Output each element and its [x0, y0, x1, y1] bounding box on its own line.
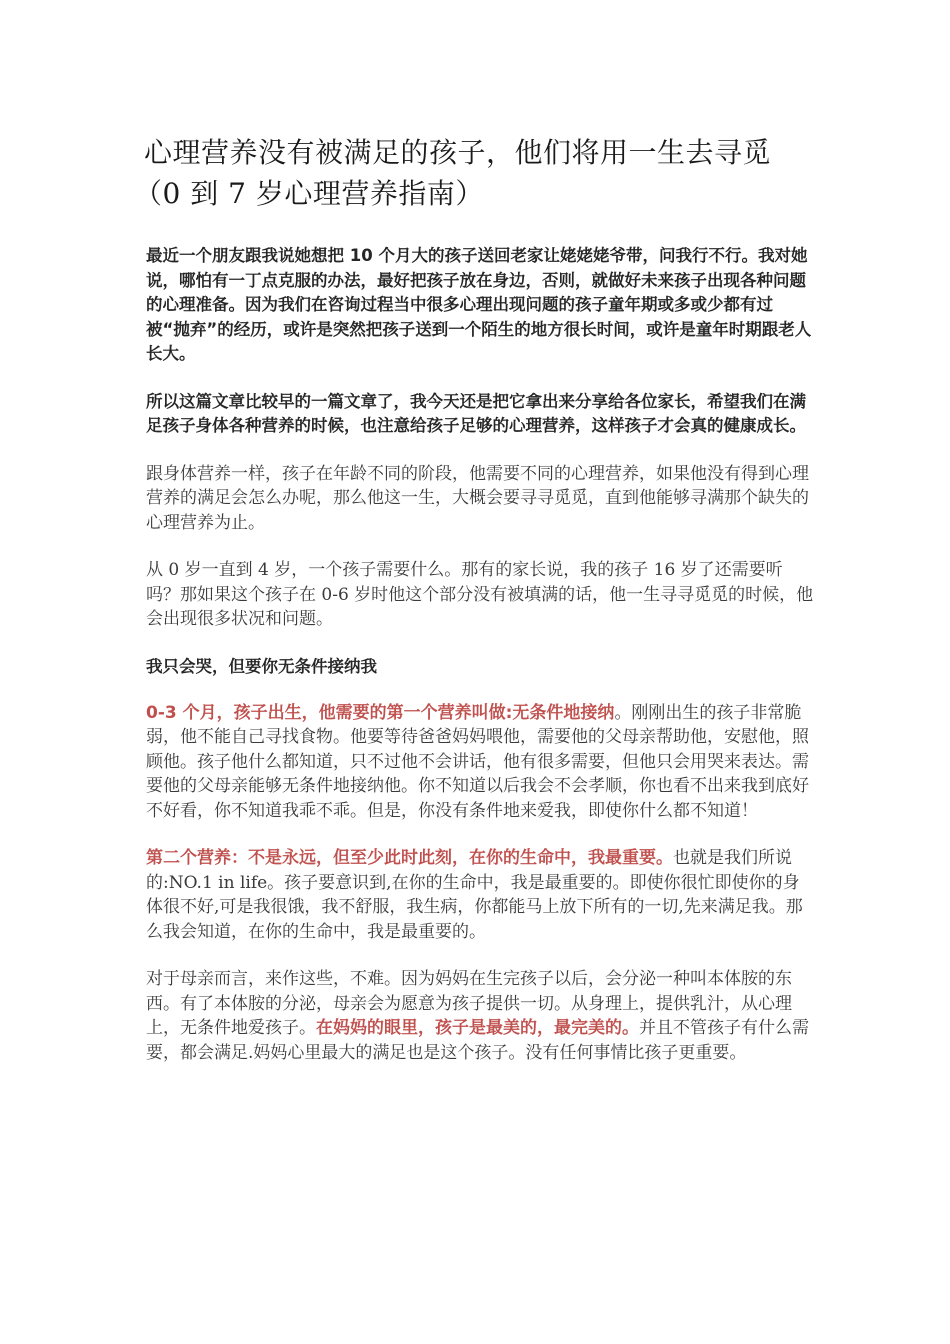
title-line-1: 心理营养没有被满足的孩子，他们将用一生去寻觅: [144, 136, 772, 169]
body-paragraph-5: [146, 967, 816, 1065]
highlight-text: 在妈妈的眼里，孩子是最美的，最完美的。: [316, 1018, 639, 1038]
paragraph-text: 。刚刚出生的孩子非常脆弱，他不能自己寻找食物。他要等待爸爸妈妈喂他，需要他的父母亲帮助他，安慰他，照顾他。孩子他什么都知道，只不过他不会讲话，他有很多需要，但他只会用哭来表达。需要他的父母亲能够无条件地接纳他。你不知道以后我会不会孝顺，你也看不出来我到底好不好看，你不知道我乖不乖。但是，你没有条件地来爱我，即使你什么都不知道！: [146, 702, 809, 821]
body-paragraph-3: [146, 701, 816, 824]
section-heading: 我只会哭，但要你无条件接纳我: [146, 656, 377, 676]
body-paragraph-2: 从 0 岁一直到 4 岁，一个孩子需要什么。那有的家长说，我的孩子 16 岁了还需要听吗？那如果这个孩子在 0-6 岁时他这个部分没有被填满的话，他一生寻寻觅觅的时候，他会出现很多状况和问题。: [146, 560, 814, 629]
body-paragraph-1: 跟身体营养一样，孩子在年龄不同的阶段，他需要不同的心理营养，如果他没有得到心理营养的满足会怎么办呢，那么他这一生，大概会要寻寻觅觅，直到他能够寻满那个缺失的心理营养为止。: [146, 463, 809, 533]
document-page: [134, 132, 816, 1088]
paragraph-text: 并且不管孩子有什么需要，都会满足.妈妈心里最大的满足也是这个孩子。没有任何事情比孩子更重要。: [146, 1018, 809, 1063]
intro-paragraph-2: 所以这篇文章比较早的一篇文章了，我今天还是把它拿出来分享给各位家长，希望我们在满足孩子身体各种营养的时候，也注意给孩子足够的心理营养，这样孩子才会真的健康成长。: [146, 391, 806, 435]
highlight-text: 0-3 个月，孩子出生，他需要的第一个营养叫做:无条件地接纳: [146, 702, 615, 723]
intro-paragraph-1: 最近一个朋友跟我说她想把 10 个月大的孩子送回老家让姥姥姥爷带，问我行不行。我对她说，哪怕有一丁点克服的办法，最好把孩子放在身边，否则，就做好未来孩子出现各种问题的心理准备。因为我们在咨询过程当中很多心理出现问题的孩子童年期或多或少都有过被“抛弃”的经历，或许是突然把孩子送到一个陌生的地方很长时间，或许是童年时期跟老人长大。: [146, 246, 812, 363]
paragraph-text: 也就是我们所说的:NO.1 in life。孩子要意识到,在你的生命中，我是最重要的。即使你很忙即使你的身体很不好,可是我很饿，我不舒服，我生病，你都能马上放下所有的一切,先来满足我。那么我会知道，在你的生命中，我是最重要的。: [146, 848, 803, 942]
title-line-2: （0 到 7 岁心理营养指南）: [134, 177, 484, 210]
highlight-text: 第二个营养：不是永远，但至少此时此刻，在你的生命中，我最重要。: [146, 848, 673, 868]
body-paragraph-4: [146, 846, 816, 944]
paragraph-text: 对于母亲而言，来作这些，不难。因为妈妈在生完孩子以后，会分泌一种叫本体胺的东西。有了本体胺的分泌，母亲会为愿意为孩子提供一切。从身理上，提供乳汁，从心理上，无条件地爱孩子。: [146, 969, 792, 1038]
page-title: [134, 132, 816, 214]
